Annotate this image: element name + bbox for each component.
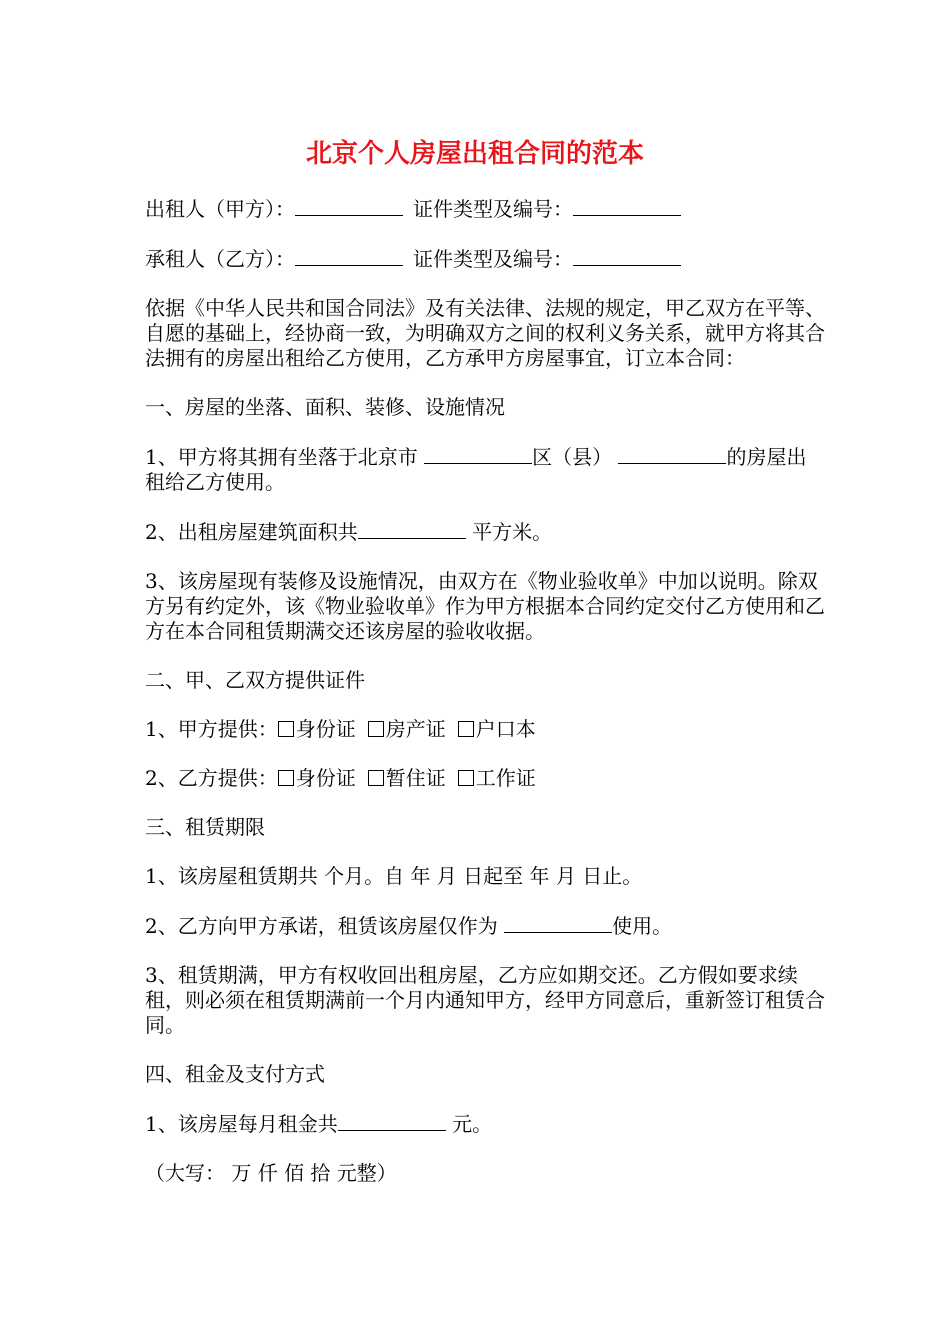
usage-blank[interactable] [504, 913, 612, 933]
section1-item1-text-a: 1、甲方将其拥有坐落于北京市 [145, 445, 425, 469]
section4-item1-text-b: 元。 [445, 1112, 493, 1136]
document-body [145, 196, 825, 1210]
area-blank[interactable] [358, 519, 466, 539]
section1-heading: 一、房屋的坐落、面积、装修、设施情况 [145, 395, 505, 419]
lessor-line [145, 196, 825, 222]
doc-checkbox[interactable]: 工作证 [458, 766, 536, 790]
section3-item3: 3、租赁期满，甲方有权收回出租房屋，乙方应如期交还。乙方假如要求续租，则必须在租赁期满前一个月内通知甲方，经甲方同意后，重新签订租赁合同。 [145, 963, 825, 1037]
doc-checkbox[interactable]: 房产证 [368, 717, 446, 741]
lessee-id-label: 证件类型及编号： [413, 247, 573, 271]
section3-item2-text-b: 使用。 [612, 914, 673, 938]
party-b-docs-line [145, 766, 825, 791]
rent-in-words: （大写： 万 仟 佰 拾 元整） [145, 1161, 397, 1185]
lessee-label: 承租人（乙方）： [145, 247, 295, 271]
section4-item1-text-a: 1、该房屋每月租金共 [145, 1112, 338, 1136]
address-blank[interactable] [618, 444, 726, 464]
lessee-name-blank[interactable] [295, 246, 403, 266]
checkbox-icon [458, 721, 474, 737]
intro-paragraph: 依据《中华人民共和国合同法》及有关法律、法规的规定，甲乙双方在平等、自愿的基础上，经协商一致，为明确双方之间的权利义务关系，就甲方将其合法拥有的房屋出租给乙方使用，乙方承甲方房屋事宜，订立本合同： [145, 296, 825, 370]
checkbox-icon [278, 770, 294, 786]
section2-heading: 二、甲、乙双方提供证件 [145, 668, 365, 692]
section3-item2 [145, 913, 825, 939]
lessor-label: 出租人（甲方）： [145, 197, 295, 221]
lessee-line [145, 246, 825, 272]
section4-heading: 四、租金及支付方式 [145, 1062, 325, 1086]
district-blank[interactable] [424, 444, 532, 464]
doc-checkbox[interactable]: 户口本 [458, 717, 536, 741]
lessor-name-blank[interactable] [295, 196, 403, 216]
section3-item2-text-a: 2、乙方向甲方承诺，租赁该房屋仅作为 [145, 914, 505, 938]
section1-item2-text-b: 平方米。 [465, 520, 553, 544]
party-a-docs-label: 1、甲方提供： [145, 717, 278, 741]
section1-item1-text-c: 的房屋出租给乙方使用。 [145, 445, 807, 494]
section3-item1: 1、该房屋租赁期共 个月。自 年 月 日起至 年 月 日止。 [145, 864, 643, 888]
lessor-id-blank[interactable] [573, 196, 681, 216]
section1-item1 [145, 444, 825, 495]
checkbox-icon [278, 721, 294, 737]
rent-blank[interactable] [338, 1111, 446, 1131]
section1-item3: 3、该房屋现有装修及设施情况，由双方在《物业验收单》中加以说明。除双方另有约定外，该《物业验收单》作为甲方根据本合同约定交付乙方使用和乙方在本合同租赁期满交还该房屋的验收收据。 [145, 569, 825, 643]
lessor-id-label: 证件类型及编号： [413, 197, 573, 221]
section1-item2-text-a: 2、出租房屋建筑面积共 [145, 520, 358, 544]
party-a-docs-line [145, 717, 825, 742]
section3-heading: 三、租赁期限 [145, 815, 265, 839]
checkbox-icon [458, 770, 474, 786]
section4-item1 [145, 1111, 825, 1137]
section1-item2 [145, 519, 825, 545]
lessee-id-blank[interactable] [573, 246, 681, 266]
document-title: 北京个人房屋出租合同的范本 [305, 139, 644, 169]
doc-checkbox[interactable]: 暂住证 [368, 766, 446, 790]
checkbox-icon [368, 721, 384, 737]
party-b-docs-label: 2、乙方提供： [145, 766, 278, 790]
doc-checkbox[interactable]: 身份证 [278, 717, 356, 741]
checkbox-icon [368, 770, 384, 786]
section1-item1-text-b: 区（县） [532, 445, 619, 469]
doc-checkbox[interactable]: 身份证 [278, 766, 356, 790]
